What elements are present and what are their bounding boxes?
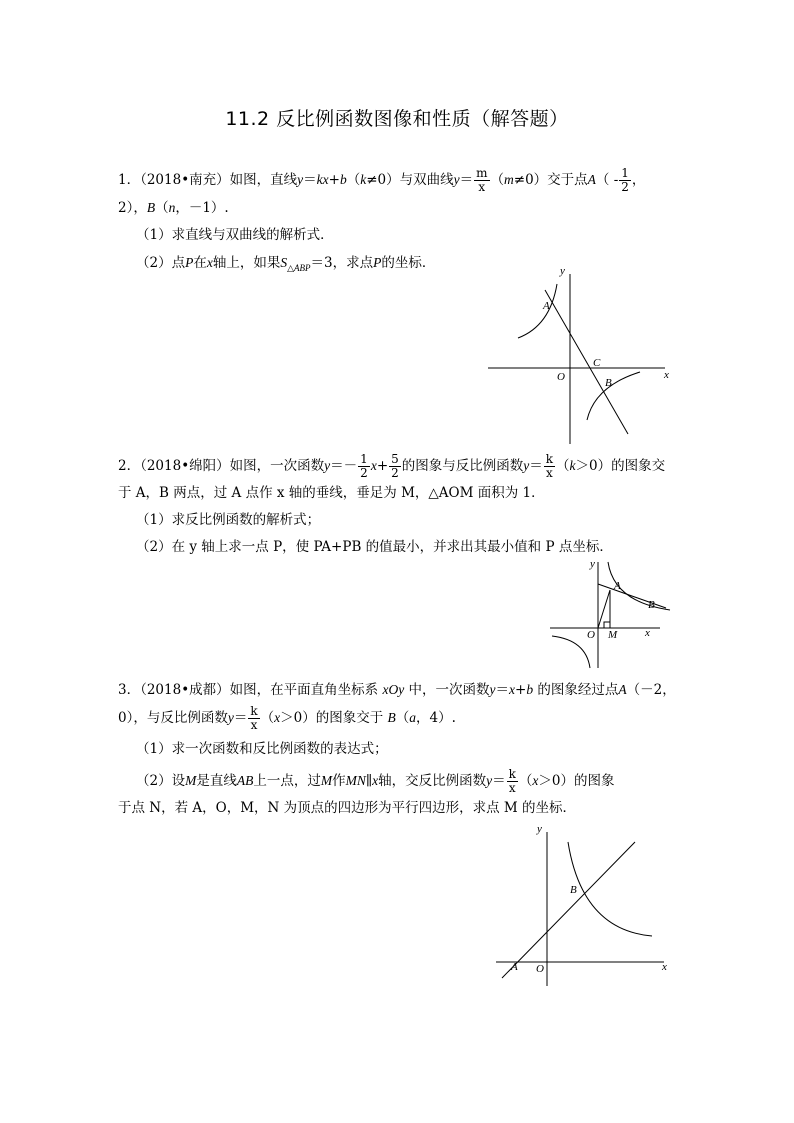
q1-line-1: 1．（2018•南充）如图，直线y＝kx+b（k≠0）与双曲线y＝ $\frac{m}{x}$ （m≠0）交于点A（ - $\frac{1}{2}$ ， <box>118 166 646 194</box>
fraction-k-over-x: $\frac{k}{x}$ <box>545 452 554 480</box>
q2-label-y: y <box>590 558 595 570</box>
q2-figure <box>548 556 674 672</box>
q1-label-o: O <box>557 371 565 383</box>
q2-hyperbola-left <box>552 636 590 668</box>
q1-label-x: x <box>664 369 669 381</box>
q3-line-5: 于点 N，若 A，O，M，N 为顶点的四边形为平行四边形，求点 M 的坐标． <box>118 800 577 816</box>
q1-part-1: （1）求直线与双曲线的解析式． <box>136 227 334 243</box>
question-2 <box>118 452 678 561</box>
q3-line-ab <box>502 842 635 978</box>
q2-line-1: 2．（2018•绵阳）如图，一次函数y＝－ $\frac{1}{2}$ x+ $\frac{5}{2}$ 的图象与反比例函数y＝ $\frac{k}{x}$ （k＞0）的图象交 <box>118 452 666 480</box>
fraction-k-over-x: $\frac{k}{x}$ <box>508 767 516 795</box>
q1-line-ab <box>545 290 628 434</box>
q2-label-x: x <box>645 627 650 639</box>
q2-line-2: 于 A，B 两点，过 A 点作 x 轴的垂线，垂足为 M，△AOM 面积为 1． <box>118 485 545 501</box>
q3-label-o: O <box>536 963 544 975</box>
q2-label-a: A <box>614 580 621 592</box>
q1-label-b: B <box>605 377 612 389</box>
fraction-m-over-x: $\frac{m}{x}$ <box>476 166 488 194</box>
fraction-one-half: $\frac{1}{2}$ <box>360 452 368 480</box>
q1-hyperbola-left <box>518 284 557 338</box>
q1-figure <box>480 262 680 446</box>
q3-label-b: B <box>570 884 577 896</box>
q1-label-c: C <box>593 357 601 369</box>
q3-figure <box>492 820 674 990</box>
q1-label-a: A <box>543 300 550 312</box>
q3-hyperbola <box>568 842 652 936</box>
fraction-one-half: $\frac{1}{2}$ <box>621 166 629 194</box>
q2-part-1: （1）求反比例函数的解析式； <box>136 512 321 528</box>
fraction-five-half: $\frac{5}{2}$ <box>391 452 399 480</box>
q2-right-angle-mark <box>604 622 610 628</box>
q1-label-y: y <box>560 265 565 277</box>
page-title: 11.2 反比例函数图像和性质（解答题） <box>225 108 569 130</box>
q3-line-2: 0），与反比例函数y＝ $\frac{k}{x}$ （x＞0）的图象交于 B（a，4）. <box>118 704 456 732</box>
q3-part-2: （2）设M是直线AB上一点，过M作MN∥x轴，交反比例函数y＝ $\frac{k}{x}$ （x＞0）的图象 <box>136 767 615 795</box>
q2-label-o: O <box>587 629 595 641</box>
question-3 <box>118 676 678 822</box>
q3-label-a: A <box>511 961 518 973</box>
q1-part-2: （2）点P在x轴上，如果$S_{\triangle ABP}=3$，求点P的坐标． <box>136 255 436 274</box>
q1-hyperbola-right <box>587 372 640 420</box>
q2-part-2: （2）在 y 轴上求一点 P，使 PA+PB 的值最小，并求出其最小值和 P 点坐标． <box>136 539 613 555</box>
q3-line-1: 3．（2018•成都）如图，在平面直角坐标系 xOy 中，一次函数y＝x+b 的图象经过点A（－2， <box>118 682 676 698</box>
q3-label-x: x <box>662 961 667 973</box>
q2-label-m: M <box>608 629 618 641</box>
q2-label-b: B <box>648 599 655 611</box>
q3-part-1: （1）求一次函数和反比例函数的表达式； <box>136 741 388 757</box>
q1-line-2: 2），B（n，－1）. <box>118 200 229 216</box>
fraction-k-over-x: $\frac{k}{x}$ <box>250 704 258 732</box>
q3-label-y: y <box>537 823 542 835</box>
